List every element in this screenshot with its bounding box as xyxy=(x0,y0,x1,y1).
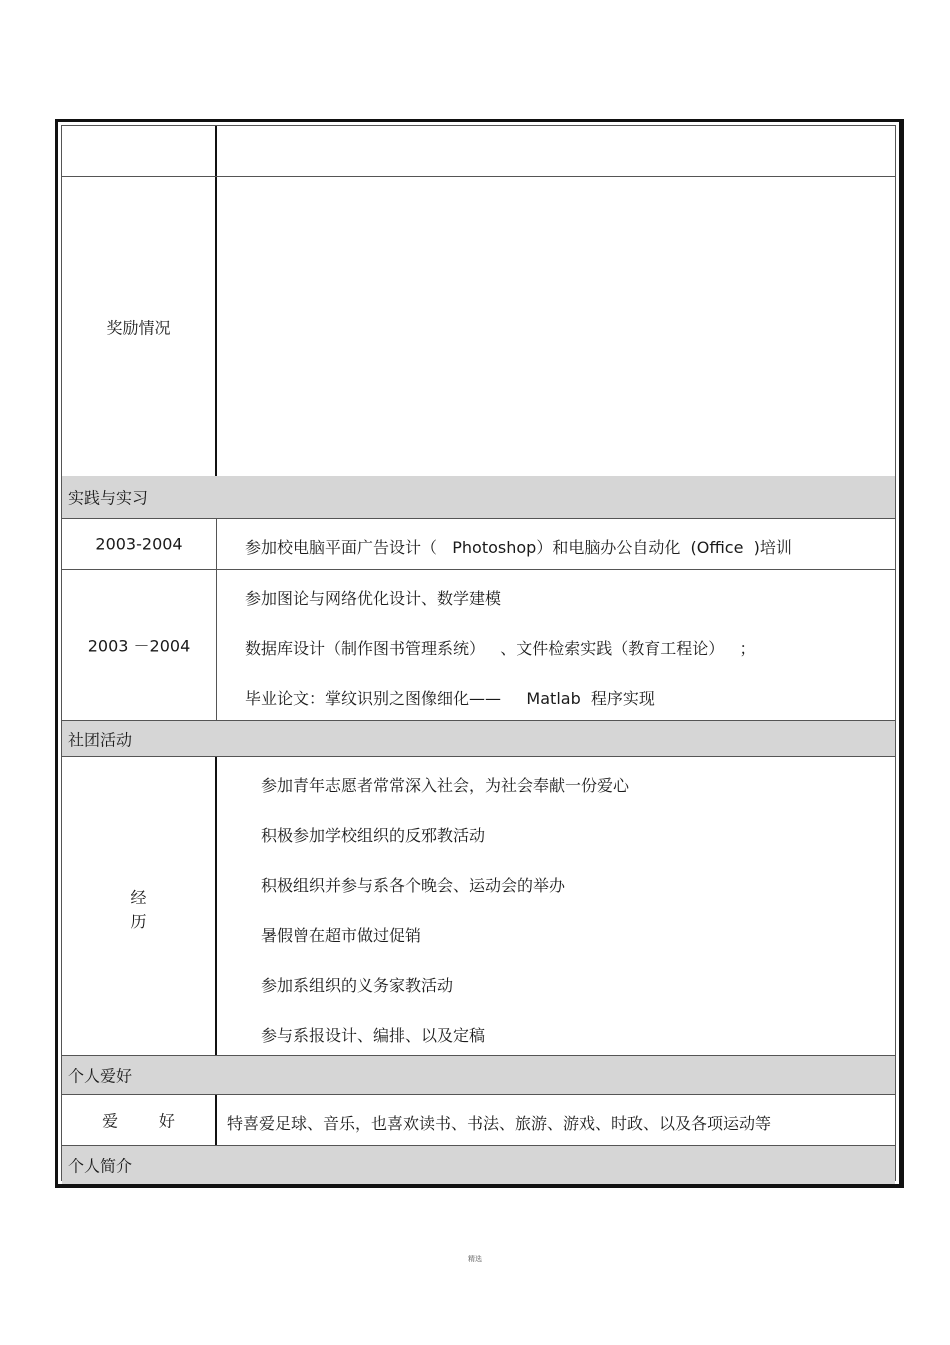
table-row-empty xyxy=(62,126,895,177)
clubs-title: 社团活动 xyxy=(68,730,133,749)
awards-content-cell xyxy=(217,177,895,476)
clubs-content-cell xyxy=(217,757,895,1055)
year-text: 2003 －2004 xyxy=(87,636,191,656)
hobbies-label: 爱 好 xyxy=(102,1111,175,1131)
table-row-awards xyxy=(62,177,895,476)
table-row-hobbies xyxy=(62,1095,895,1146)
table-row-clubs xyxy=(62,757,895,1055)
hobbies-label-cell xyxy=(62,1095,217,1145)
practice-content-cell xyxy=(217,570,895,720)
table-row xyxy=(62,519,895,570)
empty-left-cell xyxy=(62,126,217,176)
awards-label-cell xyxy=(62,177,217,476)
awards-label: 奖励情况 xyxy=(106,318,171,337)
empty-right-cell xyxy=(217,126,895,176)
list-item: 参加系组织的义务家教活动 xyxy=(261,976,454,995)
year-cell xyxy=(62,519,217,569)
list-item: 积极参加学校组织的反邪教活动 xyxy=(261,826,486,845)
list-item: 参与系报设计、编排、以及定稿 xyxy=(261,1026,486,1045)
section-header-practice xyxy=(62,476,895,519)
practice-content-cell xyxy=(217,519,895,569)
list-item: 参加青年志愿者常常深入社会，为社会奉献一份爱心 xyxy=(261,776,630,795)
clubs-label-char: 历 xyxy=(130,912,147,931)
practice-line: 数据库设计（制作图书管理系统） 、文件检索实践（教育工程论） ； xyxy=(245,639,756,658)
practice-line: 参加图论与网络优化设计、数学建模 xyxy=(245,589,502,608)
hobbies-content-cell xyxy=(217,1095,895,1145)
section-header-hobbies xyxy=(62,1055,895,1095)
table-row xyxy=(62,570,895,720)
hobbies-title: 个人爱好 xyxy=(68,1066,133,1086)
footer-label: 精选 xyxy=(468,1255,482,1263)
section-header-clubs xyxy=(62,720,895,757)
hobbies-text: 特喜爱足球、音乐，也喜欢读书、书法、旅游、游戏、时政、以及各项运动等 xyxy=(227,1114,772,1133)
list-item: 积极组织并参与系各个晚会、运动会的举办 xyxy=(261,876,566,895)
clubs-label-char: 经 xyxy=(130,888,147,907)
resume-table xyxy=(55,119,904,1188)
year-text: 2003-2004 xyxy=(95,534,183,554)
clubs-label-cell xyxy=(62,757,217,1055)
intro-title: 个人简介 xyxy=(68,1156,133,1176)
table-inner xyxy=(61,125,896,1181)
practice-line: 毕业论文：掌纹识别之图像细化—— Matlab 程序实现 xyxy=(245,689,655,708)
year-cell xyxy=(62,570,217,720)
practice-line: 参加校电脑平面广告设计（ Photoshop）和电脑办公自动化 (Office )培训 xyxy=(245,538,792,557)
practice-title: 实践与实习 xyxy=(68,488,149,508)
section-header-intro xyxy=(62,1146,895,1184)
list-item: 暑假曾在超市做过促销 xyxy=(261,926,422,945)
